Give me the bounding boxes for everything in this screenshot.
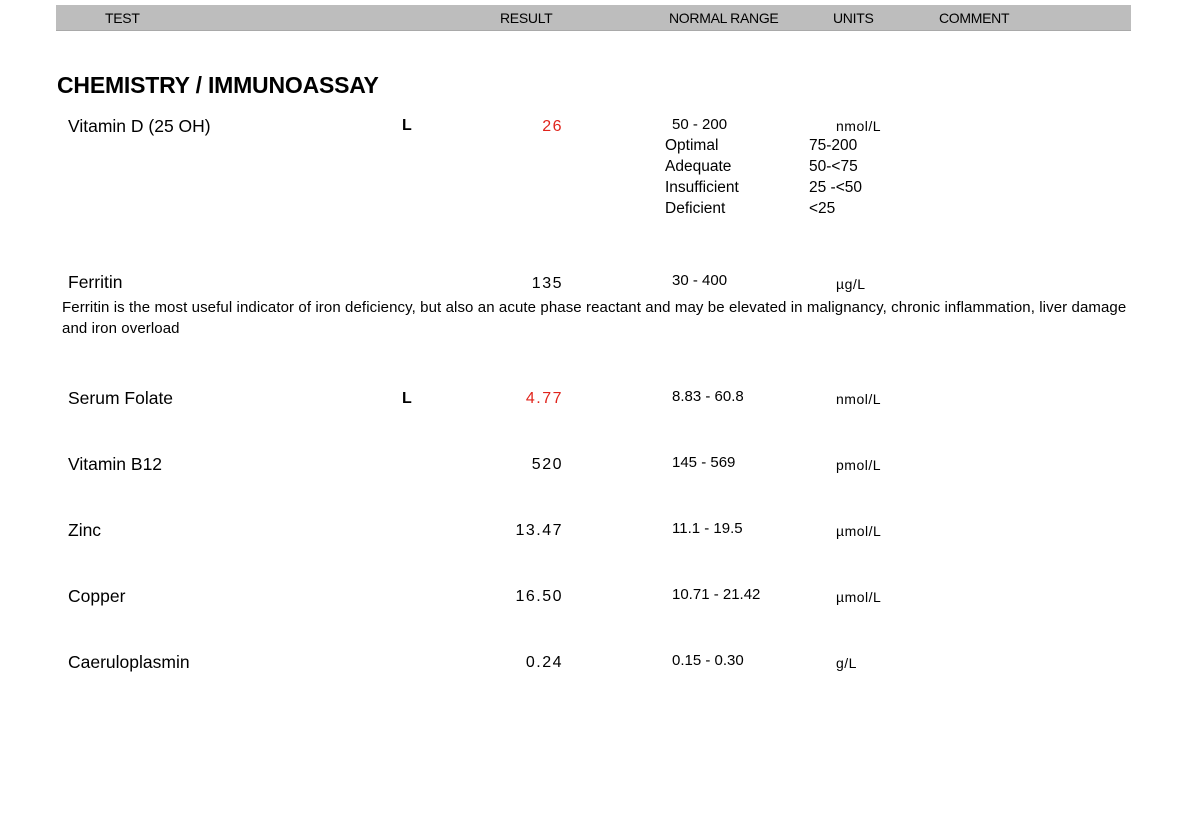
unit: g/L [836, 655, 857, 671]
test-name: Caeruloplasmin [68, 652, 190, 672]
ferritin-note: Ferritin is the most useful indicator of iron deficiency, but also an acute phase reactant and may be elevated in malignancy, chronic inflammation, liver damage and iron overload [62, 299, 1127, 337]
normal-range: 0.15 - 0.30 [672, 652, 744, 669]
unit: µmol/L [836, 523, 882, 539]
interpretation-label: Deficient [665, 200, 726, 217]
result-value: 13.47 [515, 522, 563, 539]
result-value: 0.24 [525, 654, 563, 671]
unit: µg/L [836, 276, 866, 292]
normal-range: 50 - 200 [672, 116, 728, 133]
result-value: 26 [542, 118, 563, 135]
normal-range: 10.71 - 21.42 [672, 586, 761, 603]
normal-range: 11.1 - 19.5 [672, 520, 743, 537]
interpretation-label: Adequate [665, 158, 732, 175]
header-result: RESULT [500, 10, 553, 26]
result-value: 16.50 [515, 588, 563, 605]
test-name: Serum Folate [68, 388, 174, 408]
unit: µmol/L [836, 589, 882, 605]
test-name: Ferritin [68, 272, 123, 292]
test-name: Copper [68, 586, 126, 606]
normal-range: 30 - 400 [672, 272, 728, 289]
test-name: Zinc [68, 520, 102, 540]
result-value: 4.77 [525, 390, 563, 407]
test-name: Vitamin B12 [68, 454, 163, 474]
unit: nmol/L [836, 391, 882, 407]
unit: nmol/L [836, 118, 882, 134]
header-units: UNITS [833, 10, 874, 26]
result-value: 520 [531, 456, 563, 473]
normal-range: 145 - 569 [672, 454, 736, 471]
interpretation-value: 75-200 [809, 137, 858, 154]
flag-low: L [402, 390, 412, 407]
interpretation-value: <25 [809, 200, 836, 217]
interpretation-label: Optimal [665, 137, 719, 154]
header-test: TEST [105, 10, 140, 26]
section-title: CHEMISTRY / IMMUNOASSAY [57, 72, 379, 98]
result-value: 135 [531, 275, 563, 292]
interpretation-label: Insufficient [665, 179, 739, 196]
unit: pmol/L [836, 457, 882, 473]
flag-low: L [402, 117, 412, 134]
normal-range: 8.83 - 60.8 [672, 388, 744, 405]
header-normal-range: NORMAL RANGE [669, 10, 779, 26]
interpretation-value: 25 -<50 [809, 179, 863, 196]
interpretation-value: 50-<75 [809, 158, 858, 175]
header-comment: COMMENT [939, 10, 1010, 26]
test-name: Vitamin D (25 OH) [68, 116, 211, 136]
